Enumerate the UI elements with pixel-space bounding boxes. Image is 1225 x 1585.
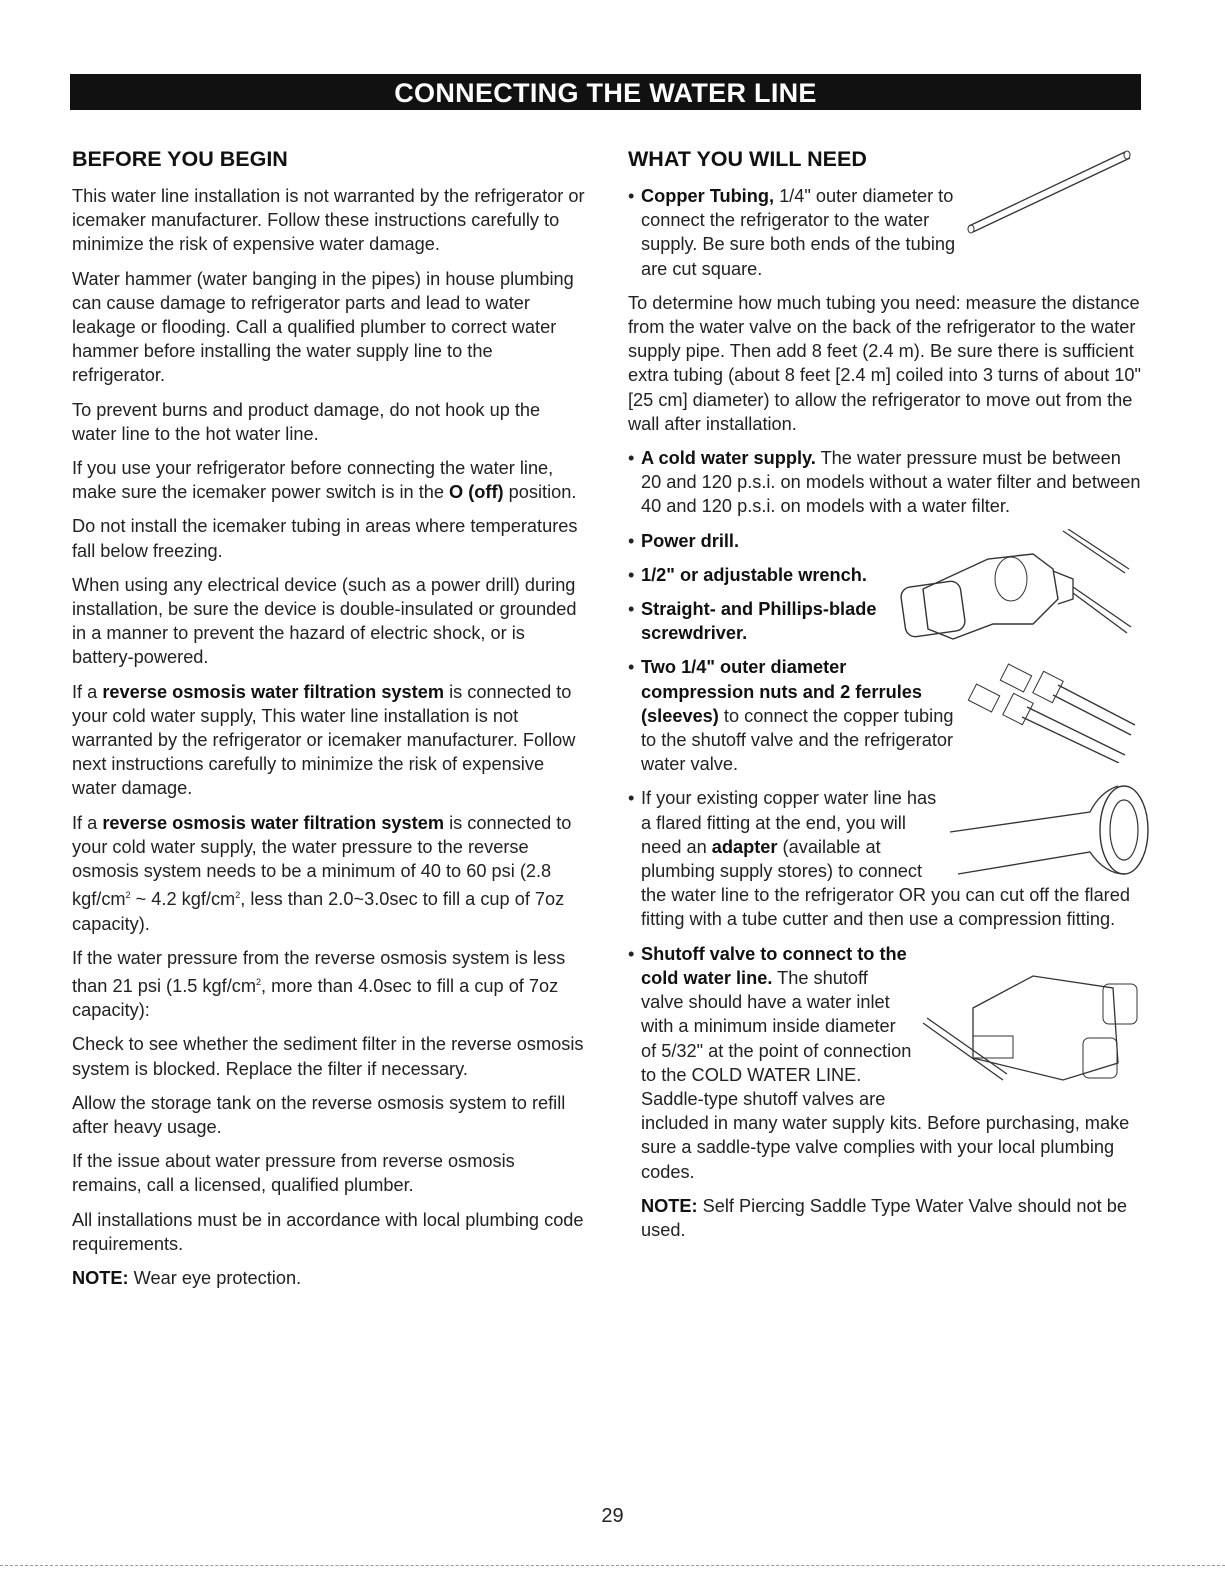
paragraph-icemaker-switch: If you use your refrigerator before connecting the water line, make sure the icemaker power switch is in the O (off) position.: [72, 458, 577, 503]
before-you-begin-heading: BEFORE YOU BEGIN: [72, 147, 288, 171]
paragraph-reverse-osmosis-pressure: If a reverse osmosis water filtration system is connected to your cold water supply, the water pressure to the reverse osmosis system needs to be a minimum of 40 to 60 psi (2.8 kgf/$cm^2$ ~ 4.2 kgf/$cm^2$, less than 2.0~3.0sec to fill a cup of 7oz capacity).: [72, 812, 572, 934]
section-banner: CONNECTING THE WATER LINE: [70, 74, 1141, 110]
list-item-copper-tubing: • Copper Tubing, 1/4" outer diameter to connect the refrigerator to the water supply. Be sure both ends of the tubing are cut square.: [628, 184, 1143, 281]
paragraph-hot-water: To prevent burns and product damage, do not hook up the water line to the hot water line.: [72, 399, 541, 444]
paragraph-water-hammer: Water hammer (water banging in the pipes) in house plumbing can cause damage to refrigerator parts and lead to water leakage or flooding. Call a qualified plumber to correct water hammer before installing the water supply line to the refrigerator.: [72, 268, 574, 386]
note-saddle-valve: NOTE: Self Piercing Saddle Type Water Valve should not be used.: [641, 1195, 1127, 1240]
paragraph-electrical: When using any electrical device (such as a power drill) during installation, be sure the device is double-insulated or grounded in a manner to prevent the hazard of electric shock, or is battery-powered.: [72, 574, 577, 668]
paragraph-freezing: Do not install the icemaker tubing in areas where temperatures fall below freezing.: [72, 516, 578, 561]
list-item-adapter: • If your existing copper water line has a flared fitting at the end, you will need an adapter (available at plumbing supply stores) to connect the water line to the refrigerator OR you can cut off the flared fitting with a tube cutter and then use a compression fitting.: [628, 786, 1143, 931]
shutoff-valve-icon: [913, 968, 1153, 1088]
paragraph-call-plumber: If the issue about water pressure from reverse osmosis remains, call a licensed, qualified plumber.: [72, 1151, 515, 1196]
before-you-begin-column: [72, 146, 588, 1300]
copper-tubing-icon: [965, 146, 1135, 234]
list-item-screwdriver: • Straight- and Phillips-blade screwdriver.: [628, 599, 877, 644]
page-number: 29: [601, 1505, 624, 1527]
list-item-power-drill: • Power drill.: [628, 530, 740, 551]
paragraph-tubing-length: To determine how much tubing you need: measure the distance from the water valve on the back of the refrigerator to the water supply pipe. Then add 8 feet (2.4 m). Be sure there is sufficient extra tubing (about 8 feet [2.4 m] coiled into 3 turns of about 10" [25 cm] diameter) to allow the refrigerator to move out from the wall after installation.: [628, 292, 1141, 434]
list-item-cold-water-supply: • A cold water supply. The water pressure must be between 20 and 120 p.s.i. on models without a water filter and between 40 and 120 p.s.i. on models with a water filter.: [628, 448, 1141, 517]
paragraph-storage-tank: Allow the storage tank on the reverse osmosis system to refill after heavy usage.: [72, 1092, 566, 1138]
paragraph-sediment-filter: Check to see whether the sediment filter in the reverse osmosis system is blocked. Replace the filter if necessary.: [72, 1034, 584, 1079]
bottom-divider: [0, 1565, 1225, 1566]
list-item-wrench: • 1/2" or adjustable wrench.: [628, 564, 867, 585]
what-you-will-need-heading: WHAT YOU WILL NEED: [628, 147, 867, 171]
paragraph-low-pressure: If the water pressure from the reverse osmosis system is less than 21 psi (1.5 kgf/$cm^2$, more than 4.0sec to fill a cup of 7oz capacity):: [72, 947, 566, 1021]
list-item-shutoff-valve: • Shutoff valve to connect to the cold water line. The shutoff valve should have a water inlet with a minimum inside diameter of 5/32" at the point of connection to the COLD WATER LINE. Saddle-type shutoff valves are included in many water supply kits. Before purchasing, make sure a saddle-type valve complies with your local plumbing codes.: [628, 942, 1143, 1184]
note-eye-protection: NOTE: Wear eye protection.: [72, 1268, 302, 1289]
paragraph-warranty: This water line installation is not warranted by the refrigerator or icemaker manufacturer. Follow these instructions carefully to minimize the risk of expensive water damage.: [72, 186, 585, 255]
paragraph-reverse-osmosis-warranty: If a reverse osmosis water filtration system is connected to your cold water supply, This water line installation is not warranted by the refrigerator or icemaker manufacturer. Follow next instructions carefully to minimize the risk of expensive water damage.: [72, 681, 576, 799]
list-item-compression-nuts: • Two 1/4" outer diameter compression nuts and 2 ferrules (sleeves) to connect the copper tubing to the shutoff valve and the refrigerator water valve.: [628, 655, 1143, 776]
paragraph-plumbing-code: All installations must be in accordance with local plumbing code requirements.: [72, 1209, 584, 1254]
compression-nuts-icon: [963, 663, 1143, 763]
flared-fitting-icon: [940, 782, 1155, 882]
what-you-will-need-column: [628, 146, 1143, 1252]
